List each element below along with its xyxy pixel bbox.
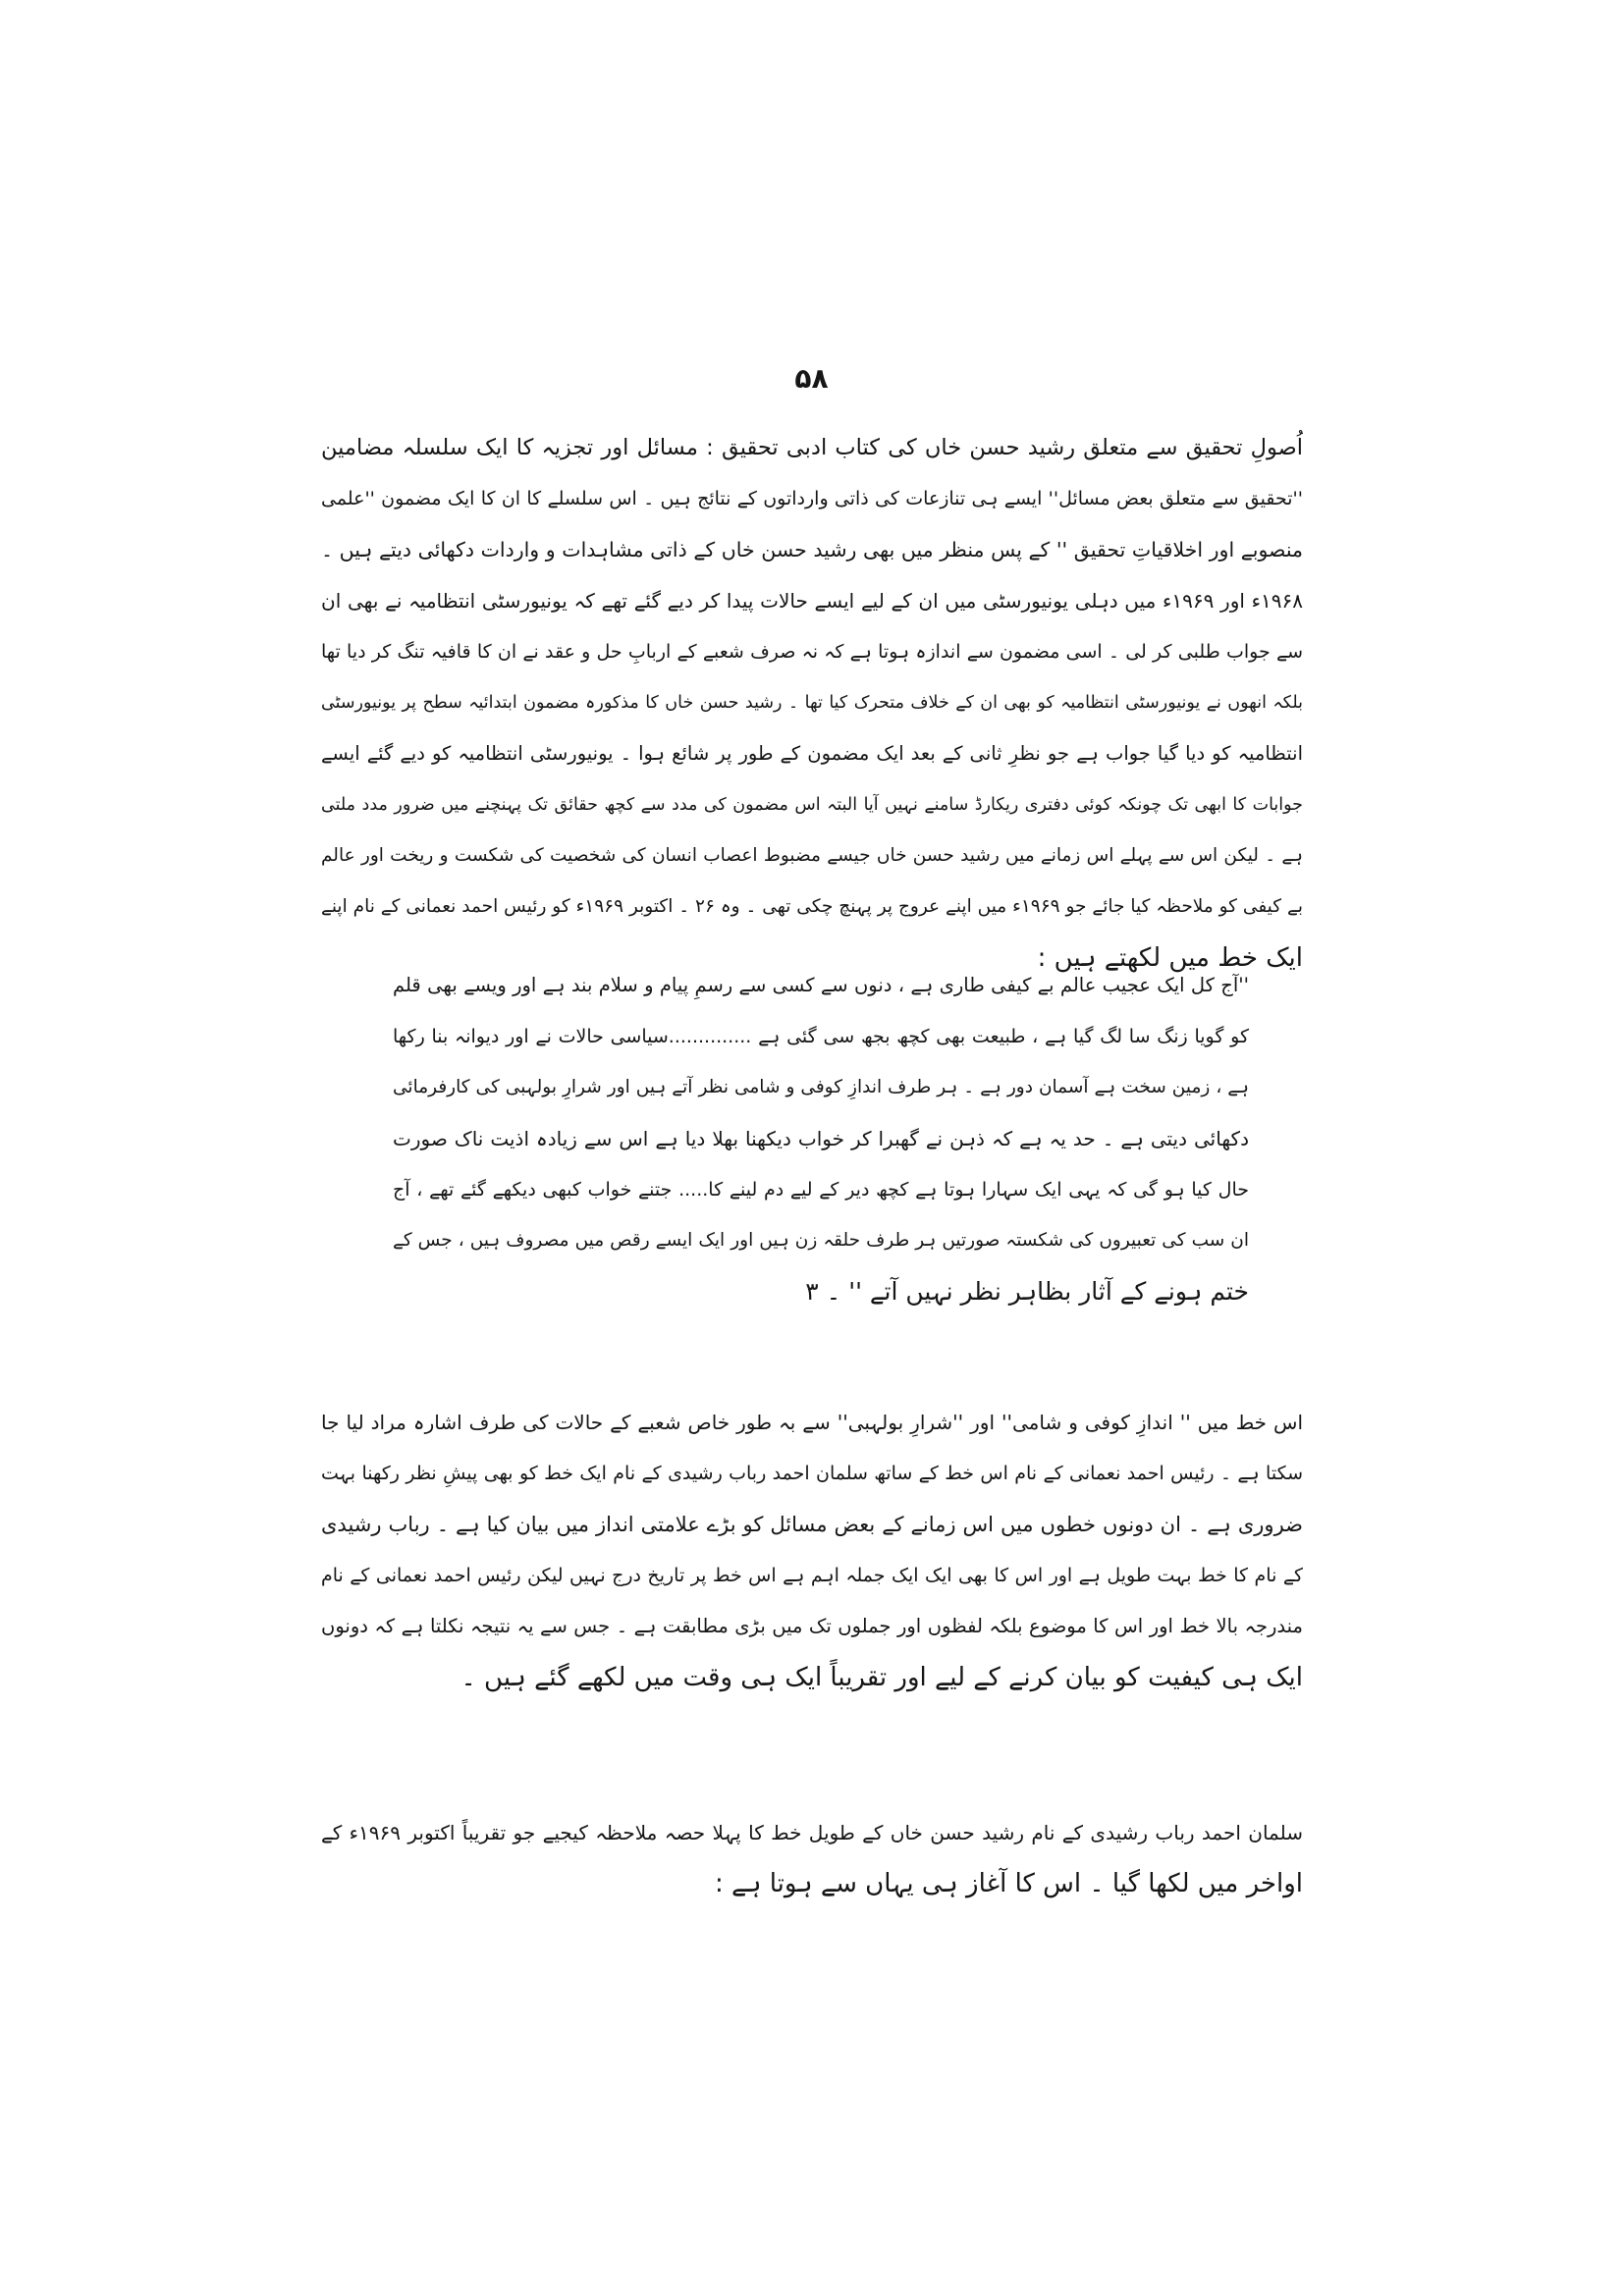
text-line: ضروری ہے ۔ ان دونوں خطوں میں اس زمانے کے بعض مسائل کو بڑے علامتی انداز میں بیان کیا ہے ۔ رباب رشیدی — [321, 1513, 1303, 1536]
text-line: سلمان احمد رباب رشیدی کے نام رشید حسن خاں کے طویل خط کا پہلا حصہ ملاحظہ کیجیے جو تقریباً اکتوبر ۱۹۶۹ء کے — [321, 1821, 1303, 1844]
text-line: سے جواب طلبی کر لی ۔ اسی مضمون سے اندازہ ہوتا ہے کہ نہ صرف شعبے کے اربابِ حل و عقد نے ان کا قافیہ تنگ کر دیا تھا — [321, 641, 1303, 663]
text-line: ''تحقیق سے متعلق بعض مسائل'' ایسے ہی تنازعات کی ذاتی وارداتوں کے نتائج ہیں ۔ اس سلسلے کا ان کا ایک مضمون ''علمی — [321, 488, 1303, 509]
text-line: ۱۹۶۸ء اور ۱۹۶۹ء میں دہلی یونیورسٹی میں ان کے لیے ایسے حالات پیدا کر دیے گئے تھے کہ یونیورسٹی انتظامیہ نے بھی ان — [321, 589, 1303, 613]
text-line: سکتا ہے ۔ رئیس احمد نعمانی کے نام اس خط کے ساتھ سلمان احمد رباب رشیدی کے نام ایک خط کو بھی پیشِ نظر رکھنا بہت — [321, 1463, 1303, 1484]
text-line: جوابات کا ابھی تک چونکہ کوئی دفتری ریکارڈ سامنے نہیں آیا البتہ اس مضمون کی مدد سے کچھ حقائق تک پہنچنے میں ضرور مدد ملتی — [321, 795, 1303, 815]
paragraph-3 — [321, 1807, 1303, 1909]
text-line: بلکہ انھوں نے یونیورسٹی انتظامیہ کو بھی ان کے خلاف متحرک کیا تھا ۔ رشید حسن خاں کا مذکورہ مضمون ابتدائیہ سطح پر یونیورسٹی — [321, 693, 1303, 713]
text-line: ایک خط میں لکھتے ہیں : — [1037, 943, 1303, 973]
text-line: کے نام کا خط بہت طویل ہے اور اس کا بھی ایک ایک جملہ اہم ہے اس خط پر تاریخ درج نہیں لیکن رئیس احمد نعمانی کے نام — [321, 1565, 1303, 1586]
block-quote — [393, 960, 1249, 1317]
page-number: ۵۸ — [794, 362, 829, 395]
quote-line: ''آج کل ایک عجیب عالم بے کیفی طاری ہے ، دنوں سے کسی سے رسمِ پیام و سلام بند ہے اور ویسے بھی قلم — [393, 974, 1249, 996]
text-line: مندرجہ بالا خط اور اس کا موضوع بلکہ لفظوں اور جملوں تک میں بڑی مطابقت ہے ۔ جس سے یہ نتیجہ نکلتا ہے کہ دونوں — [321, 1615, 1303, 1637]
quote-line: ختم ہونے کے آثار بظاہر نظر نہیں آتے '' ۔ ۳ — [805, 1277, 1249, 1306]
paragraph-2 — [321, 1397, 1303, 1703]
text-line: انتظامیہ کو دیا گیا جواب ہے جو نظرِ ثانی کے بعد ایک مضمون کے طور پر شائع ہوا ۔ یونیورسٹی انتظامیہ کو دیے گئے ایسے — [321, 742, 1303, 765]
text-line: منصوبے اور اخلاقیاتِ تحقیق '' کے پس منظر میں بھی رشید حسن خاں کے ذاتی مشاہدات و واردات دکھائی دیتے ہیں ۔ — [321, 538, 1303, 561]
text-line: بے کیفی کو ملاحظہ کیا جائے جو ۱۹۶۹ء میں اپنے عروج پر پہنچ چکی تھی ۔ وہ ۲۶ ۔ اکتوبر ۱۹۶۹ء کو رئیس احمد نعمانی کے نام اپنے — [321, 896, 1303, 917]
quote-line: حال کیا ہو گی کہ یہی ایک سہارا ہوتا ہے کچھ دیر کے لیے دم لینے کا..... جتنے خواب کبھی دیکھے گئے تھے ، آج — [393, 1179, 1249, 1201]
quote-line: ہے ، زمین سخت ہے آسمان دور ہے ۔ ہر طرف اندازِ کوفی و شامی نظر آتے ہیں اور شرارِ بولہبی کی کارفرمائی — [393, 1077, 1249, 1097]
text-line: اس خط میں '' اندازِ کوفی و شامی'' اور ''شرارِ بولہبی'' سے بہ طور خاص شعبے کے حالات کی طرف اشارہ مراد لیا جا — [321, 1411, 1303, 1434]
text-line: اُصولِ تحقیق سے متعلق رشید حسن خاں کی کتاب ادبی تحقیق : مسائل اور تجزیہ کا ایک سلسلہ مضامین — [321, 435, 1303, 460]
text-line: اواخر میں لکھا گیا ۔ اس کا آغاز ہی یہاں سے ہوتا ہے : — [714, 1869, 1303, 1898]
quote-line: ان سب کی تعبیروں کی شکستہ صورتیں ہر طرف حلقہ زن ہیں اور ایک ایسے رقص میں مصروف ہیں ، جس کے — [393, 1230, 1249, 1251]
text-line: ہے ۔ لیکن اس سے پہلے اس زمانے میں رشید حسن خاں جیسے مضبوط اعصاب انسان کی شخصیت کی شکست و ریخت اور عالم — [321, 845, 1303, 866]
quote-line: دکھائی دیتی ہے ۔ حد یہ ہے کہ ذہن نے گھبرا کر خواب دیکھنا بھلا دیا ہے اس سے زیادہ اذیت ناک صورت — [393, 1127, 1249, 1150]
paragraph-1 — [321, 422, 1303, 984]
text-line: ایک ہی کیفیت کو بیان کرنے کے لیے اور تقریباً ایک ہی وقت میں لکھے گئے ہیں ۔ — [460, 1663, 1303, 1692]
quote-line: کو گویا زنگ سا لگ گیا ہے ، طبیعت بھی کچھ بجھ سی گئی ہے ..............سیاسی حالات نے اور دیوانہ بنا رکھا — [393, 1026, 1249, 1047]
